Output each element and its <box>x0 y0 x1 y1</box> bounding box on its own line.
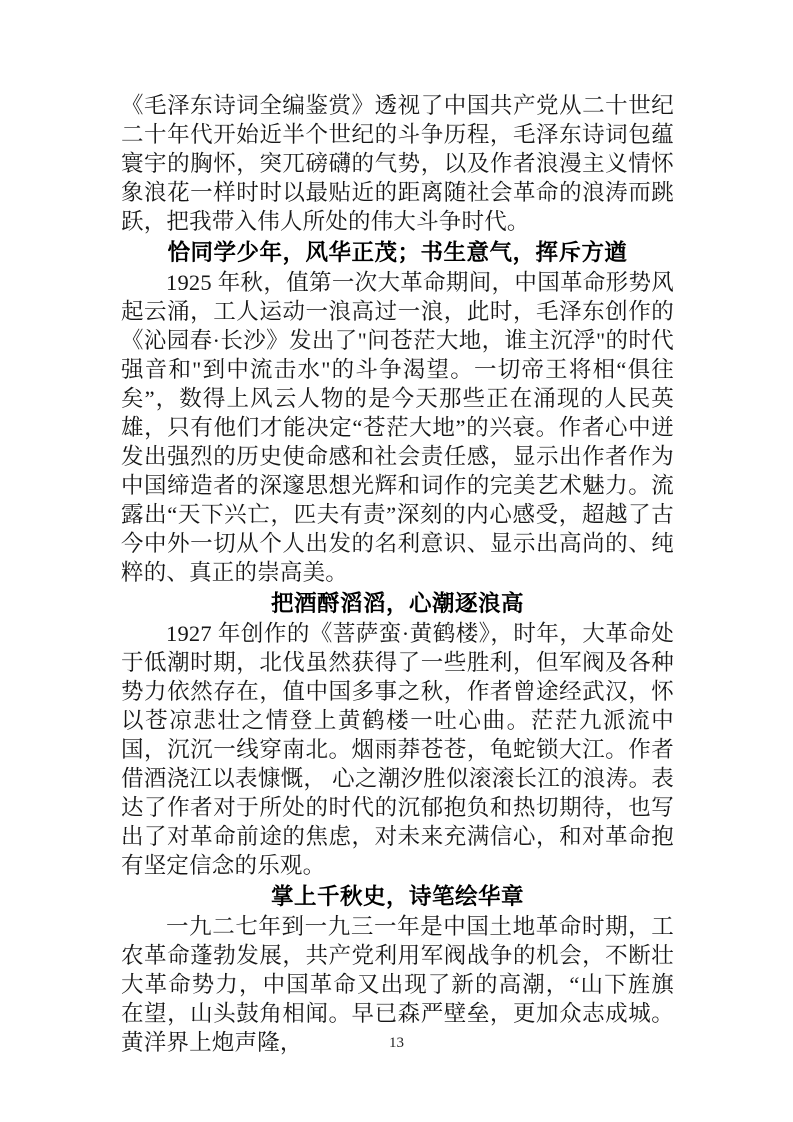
paragraph-2: 1925 年秋，值第一次大革命期间，中国革命形势风起云涌，工人运动一浪高过一浪，此时，毛泽东创作的《沁园春·长沙》发出了"问苍茫大地，谁主沉浮"的时代强音和"到中流击水"的斗争渴望。一切帝王将相“俱往矣”，数得上风云人物的是今天那些正在涌现的人民英雄，只有他们才能决定“苍茫大地”的兴衰。作者心中迸发出强烈的历史使命感和社会责任感，显示出作者作为中国缔造者的深邃思想光辉和词作的完美艺术魅力。流露出“天下兴亡，匹夫有责”深刻的内心感受，超越了古今中外一切从个人出发的名利意识、显示出高尚的、纯粹的、真正的崇高美。 <box>121 270 674 585</box>
page-number: 13 <box>389 1035 404 1051</box>
section-heading-3: 掌上千秋史，诗笔绘华章 <box>270 884 524 909</box>
document-body <box>121 91 674 1057</box>
paragraph-3: 1927 年创作的《菩萨蛮·黄鹤楼》，时年，大革命处于低潮时期，北伐虽然获得了一些胜利，但军阀及各种势力依然存在，值中国多事之秋，作者曾途经武汉，怀以苍凉悲壮之情登上黄鹤楼一吐心曲。茫茫九派流中国，沉沉一线穿南北。烟雨莽苍苍，龟蛇锁大江。作者借酒浇江以表慷慨， 心之潮汐胜似滚滚长江的浪涛。表达了作者对于所处的时代的沉郁抱负和热切期待，也写出了对革命前途的焦虑，对未来充满信心，和对革命抱有坚定信念的乐观。 <box>121 621 674 878</box>
section-heading-2: 把酒酹滔滔，心潮逐浪高 <box>270 591 524 616</box>
section-heading-1: 恰同学少年，风华正茂；书生意气，挥斥方遒 <box>167 240 628 265</box>
paragraph-4: 一九二七年到一九三一年是中国土地革命时期，工农革命蓬勃发展，共产党利用军阀战争的机会，不断壮大革命势力，中国革命又出现了新的高潮，“山下旌旗在望，山头鼓角相闻。早已森严壁垒，更加众志成城。黄洋界上炮声隆， <box>121 914 674 1055</box>
paragraph-1: 《毛泽东诗词全编鉴赏》透视了中国共产党从二十世纪二十年代开始近半个世纪的斗争历程，毛泽东诗词包蕴寰宇的胸怀，突兀磅礴的气势，以及作者浪漫主义情怀象浪花一样时时以最贴近的距离随社会革命的浪涛而跳跃，把我带入伟人所处的伟大斗争时代。 <box>121 93 674 234</box>
